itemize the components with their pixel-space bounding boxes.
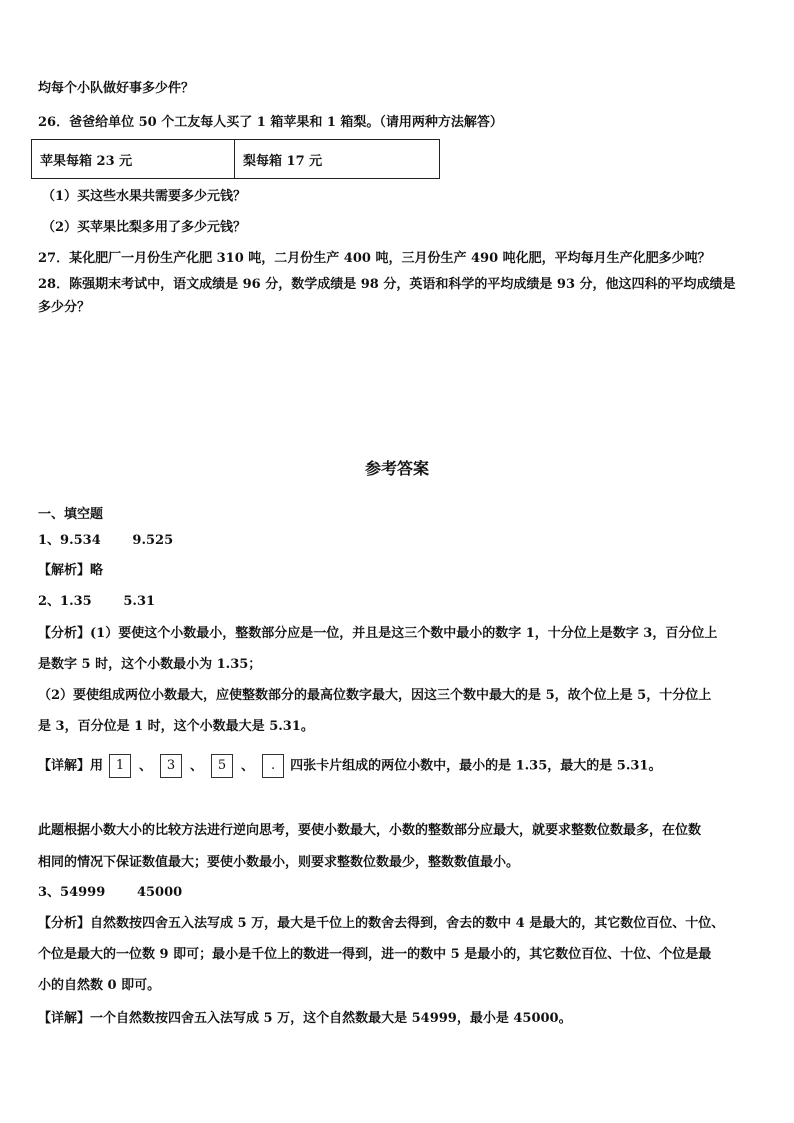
answer-2-reflection-line1: 此题根据小数大小的比较方法进行逆向思考，要使小数最大，小数的整数部分应最大，就要求整数位数最多，在位数 (38, 823, 702, 838)
number-card-1: 1 (109, 754, 131, 778)
answer-2-analysis-line4: 是 3，百分位是 1 时，这个小数最大是 5.31。 (38, 719, 314, 734)
question-26-sub2: （2）买苹果比梨多用了多少元钱？ (42, 220, 247, 235)
card-separator: 、 (241, 758, 255, 774)
question-25-tail: 均每个小队做好事多少件？ (38, 81, 195, 96)
answer-2-head: 2、1.35 5.31 (38, 594, 156, 609)
answer-1-head: 1、9.534 9.525 (38, 533, 174, 548)
price-table (31, 139, 440, 179)
apple-price-cell: 苹果每箱 23 元 (32, 140, 235, 179)
answer-3-detail: 【详解】一个自然数按四舍五入法写成 5 万，这个自然数最大是 54999，最小是 45000。 (38, 1011, 572, 1026)
answer-3-analysis-line1: 【分析】自然数按四舍五入法写成 5 万，最大是千位上的数舍去得到，舍去的数中 4 是最大的，其它数位百位、十位、 (38, 916, 725, 931)
answer-2-reflection-line2: 相同的情况下保证数值最大；要使小数最小，则要求整数位数最少，整数数值最小。 (38, 855, 520, 870)
question-26-sub1: （1）买这些水果共需要多少元钱？ (42, 189, 247, 204)
pear-price-cell: 梨每箱 17 元 (235, 140, 440, 179)
answer-2-analysis-line1: 【分析】(1）要使这个小数最小，整数部分应是一位，并且是这三个数中最小的数字 1，十分位上是数字 3，百分位上 (38, 626, 718, 641)
detail-prefix: 【详解】用 (38, 758, 104, 774)
question-27: 27．某化肥厂一月份生产化肥 310 吨，二月份生产 400 吨，三月份生产 490 吨化肥，平均每月生产化肥多少吨？ (38, 251, 711, 266)
question-26: 26．爸爸给单位 50 个工友每人买了 1 箱苹果和 1 箱梨。（请用两种方法解答） (38, 115, 503, 130)
question-28-line1: 28．陈强期末考试中，语文成绩是 96 分，数学成绩是 98 分，英语和科学的平均成绩是 93 分，他这四科的平均成绩是 (38, 277, 736, 292)
decimal-point-card: . (262, 754, 284, 778)
answer-1-note: 【解析】略 (38, 563, 104, 578)
detail-suffix: 四张卡片组成的两位小数中，最小的是 1.35，最大的是 5.31。 (290, 758, 662, 774)
answer-3-analysis-line3: 小的自然数 0 即可。 (38, 978, 161, 993)
card-separator: 、 (190, 758, 204, 774)
answer-3-analysis-line2: 个位是最大的一位数 9 即可；最小是千位上的数进一得到，进一的数中 5 是最小的，其它数位百位、十位、个位是最 (38, 947, 712, 962)
question-28-line2: 多少分？ (38, 300, 91, 315)
answer-3-head: 3、54999 45000 (38, 885, 183, 900)
section-fill-blank: 一、填空题 (38, 507, 104, 522)
number-card-5: 5 (211, 754, 233, 778)
answer-2-analysis-line3: （2）要使组成两位小数最大，应使整数部分的最高位数字最大，因这三个数中最大的是 5，故个位上是 5，十分位上 (38, 688, 712, 703)
card-separator: 、 (139, 758, 153, 774)
number-card-3: 3 (160, 754, 182, 778)
answers-title: 参考答案 (364, 459, 429, 478)
answer-2-analysis-line2: 是数字 5 时，这个小数最小为 1.35； (38, 657, 262, 672)
answer-2-detail (38, 754, 661, 779)
